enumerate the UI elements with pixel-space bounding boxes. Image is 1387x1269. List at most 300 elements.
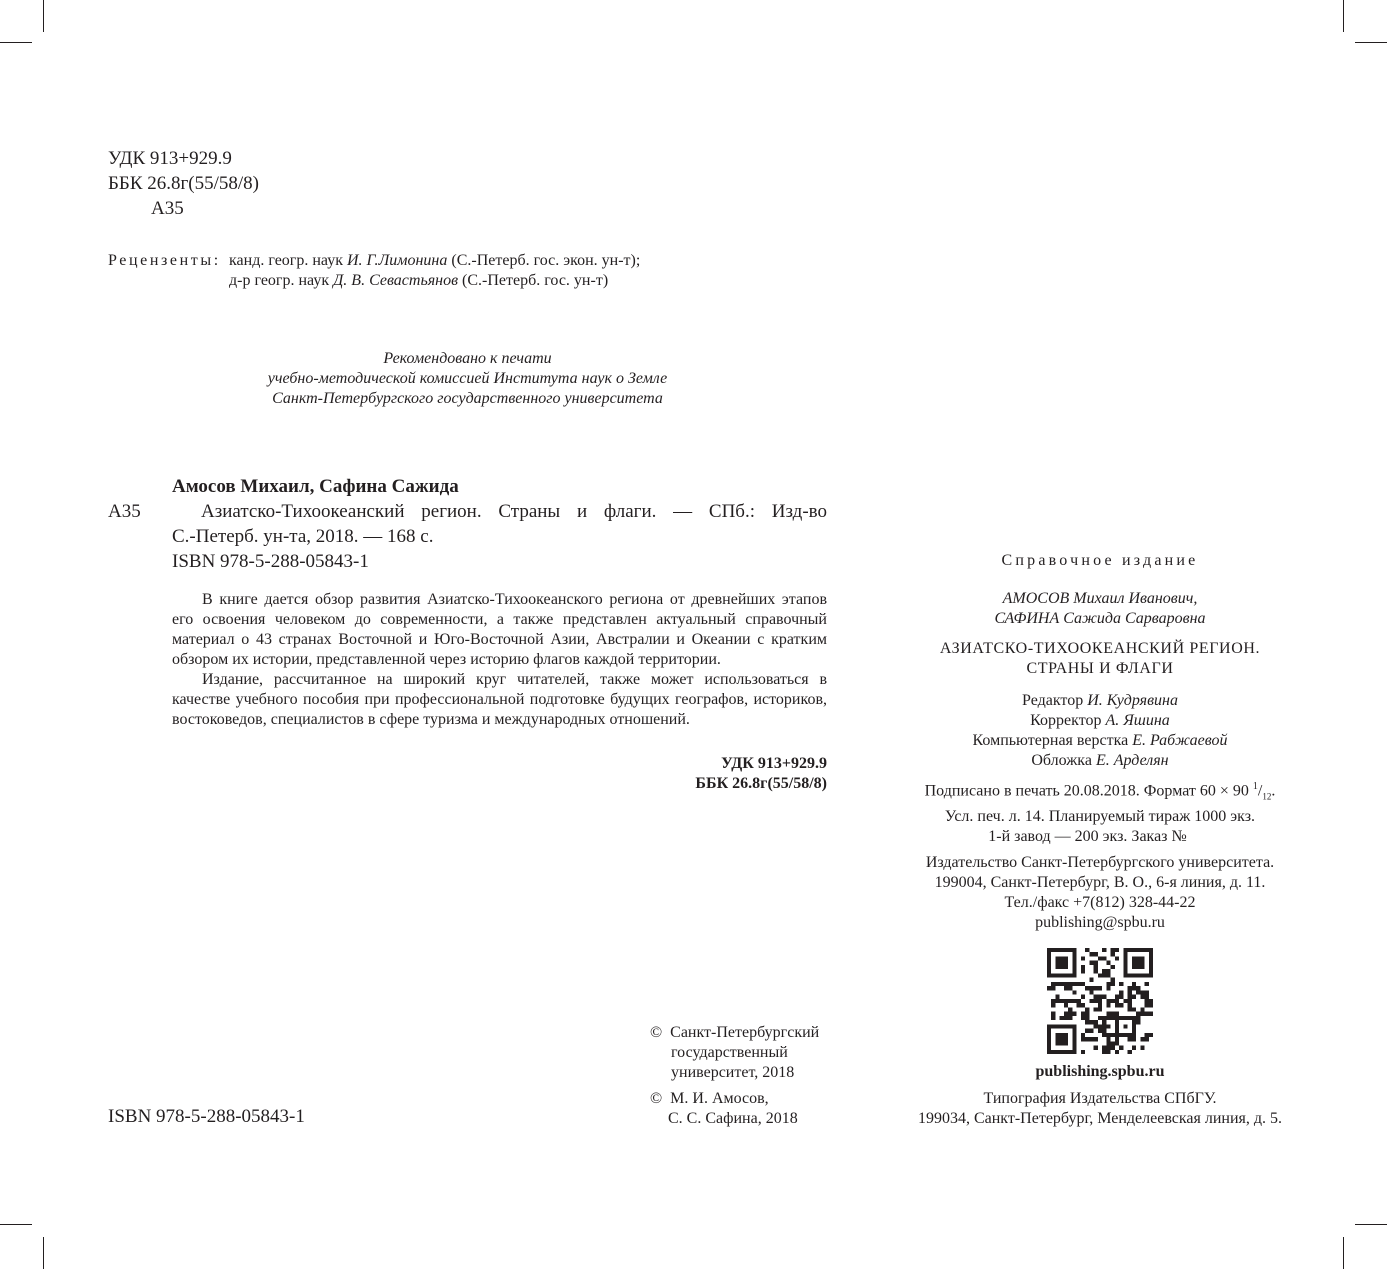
reviewer-2-prefix: д-р геогр. наук xyxy=(229,272,334,289)
qr-module xyxy=(1106,1033,1110,1037)
qr-module xyxy=(1064,1024,1068,1028)
qr-module xyxy=(1055,982,1059,986)
layout-label: Компьютерная верстка xyxy=(972,732,1133,749)
qr-module xyxy=(1140,995,1144,999)
qr-module xyxy=(1072,1050,1076,1054)
qr-module xyxy=(1136,973,1140,977)
qr-module xyxy=(1102,1020,1106,1024)
reviewers-label: Рецензенты: xyxy=(108,252,221,269)
qr-module xyxy=(1149,965,1153,969)
qr-module xyxy=(1098,956,1102,960)
qr-module xyxy=(1047,952,1051,956)
qr-module xyxy=(1123,965,1127,969)
qr-module xyxy=(1102,973,1106,977)
qr-module xyxy=(1145,982,1149,986)
qr-module xyxy=(1068,1050,1072,1054)
qr-module xyxy=(1111,1033,1115,1037)
qr-module xyxy=(1072,1033,1076,1037)
qr-module xyxy=(1119,1003,1123,1007)
qr-module xyxy=(1077,982,1081,986)
qr-module xyxy=(1072,1012,1076,1016)
qr-module xyxy=(1072,961,1076,965)
publication-type: Справочное издание xyxy=(1001,552,1199,569)
crop-mark xyxy=(1355,42,1387,43)
udk-bold: УДК 913+929.9 xyxy=(721,755,827,772)
qr-module xyxy=(1115,1024,1119,1028)
qr-module xyxy=(1128,1003,1132,1007)
qr-caption: publishing.spbu.ru xyxy=(1035,1063,1165,1080)
qr-code xyxy=(1047,948,1153,1054)
qr-module xyxy=(1115,948,1119,952)
signed-text: Подписано в печать 20.08.2018. Формат 60 × 90 xyxy=(924,782,1253,800)
qr-module xyxy=(1064,1003,1068,1007)
qr-module xyxy=(1123,999,1127,1003)
qr-module xyxy=(1055,948,1059,952)
qr-module xyxy=(1094,961,1098,965)
qr-module xyxy=(1068,1024,1072,1028)
qr-module xyxy=(1102,969,1106,973)
qr-module xyxy=(1132,961,1136,965)
qr-module xyxy=(1055,1024,1059,1028)
qr-module xyxy=(1060,1037,1064,1041)
qr-module xyxy=(1064,956,1068,960)
qr-module xyxy=(1115,995,1119,999)
qr-module xyxy=(1111,1046,1115,1050)
qr-module xyxy=(1055,1050,1059,1054)
qr-module xyxy=(1128,986,1132,990)
qr-module xyxy=(1149,956,1153,960)
qr-module xyxy=(1128,1033,1132,1037)
qr-module xyxy=(1051,999,1055,1003)
author-sign: А35 xyxy=(151,198,184,219)
recommendation-line: учебно-методической комиссией Института наук о Земле xyxy=(267,370,668,387)
qr-module xyxy=(1047,1024,1051,1028)
bib-isbn: ISBN 978-5-288-05843-1 xyxy=(172,551,369,572)
qr-module xyxy=(1145,990,1149,994)
qr-module xyxy=(1094,1020,1098,1024)
qr-module xyxy=(1115,1050,1119,1054)
corrector-line xyxy=(900,711,1300,731)
qr-module xyxy=(1132,1029,1136,1033)
qr-module xyxy=(1068,948,1072,952)
qr-module xyxy=(1068,1007,1072,1011)
qr-module xyxy=(1145,995,1149,999)
qr-module xyxy=(1123,952,1127,956)
qr-module xyxy=(1132,1046,1136,1050)
qr-module xyxy=(1051,982,1055,986)
qr-module xyxy=(1094,1046,1098,1050)
crop-mark xyxy=(43,0,44,32)
qr-module xyxy=(1094,965,1098,969)
qr-module xyxy=(1128,1007,1132,1011)
qr-module xyxy=(1060,961,1064,965)
qr-module xyxy=(1102,995,1106,999)
qr-module xyxy=(1136,1020,1140,1024)
qr-module xyxy=(1085,1012,1089,1016)
imprint-block xyxy=(900,551,1300,933)
qr-module xyxy=(1111,948,1115,952)
qr-module xyxy=(1123,1024,1127,1028)
qr-module xyxy=(1128,973,1132,977)
qr-module xyxy=(1047,961,1051,965)
bbk-code: ББК 26.8г(55/58/8) xyxy=(108,173,259,194)
qr-module xyxy=(1115,1020,1119,1024)
qr-module xyxy=(1102,1016,1106,1020)
bbk-bold: ББК 26.8г(55/58/8) xyxy=(695,775,827,792)
qr-module xyxy=(1064,948,1068,952)
qr-module xyxy=(1051,1003,1055,1007)
qr-module xyxy=(1128,999,1132,1003)
qr-module xyxy=(1089,999,1093,1003)
corrector-name: А. Яшина xyxy=(1105,712,1170,729)
qr-module xyxy=(1089,961,1093,965)
qr-module xyxy=(1128,1037,1132,1041)
qr-module xyxy=(1145,1003,1149,1007)
qr-module xyxy=(1068,986,1072,990)
qr-module xyxy=(1102,1050,1106,1054)
qr-module xyxy=(1072,1037,1076,1041)
qr-module xyxy=(1072,982,1076,986)
qr-module xyxy=(1132,982,1136,986)
qr-module xyxy=(1064,999,1068,1003)
fraction-numerator: 1 xyxy=(1252,781,1258,792)
qr-module xyxy=(1111,999,1115,1003)
reviewers-block xyxy=(108,251,808,291)
copyright-line: С. С. Сафина, 2018 xyxy=(668,1110,798,1127)
qr-module xyxy=(1128,1016,1132,1020)
qr-module xyxy=(1115,956,1119,960)
signed-line: Подписано в печать 20.08.2018. Формат 60 × 90 $^1/_{12}$. xyxy=(924,781,1276,802)
copyright-line: © М. И. Амосов, xyxy=(650,1090,769,1107)
qr-module xyxy=(1051,986,1055,990)
qr-module xyxy=(1132,1037,1136,1041)
qr-module xyxy=(1072,1041,1076,1045)
qr-module xyxy=(1106,1037,1110,1041)
qr-module xyxy=(1081,1037,1085,1041)
qr-module xyxy=(1136,1016,1140,1020)
qr-module xyxy=(1145,1012,1149,1016)
qr-module xyxy=(1106,961,1110,965)
qr-module xyxy=(1055,999,1059,1003)
qr-module xyxy=(1119,995,1123,999)
qr-module xyxy=(1068,1012,1072,1016)
qr-module xyxy=(1064,1050,1068,1054)
udk-code: УДК 913+929.9 xyxy=(108,148,232,169)
qr-module xyxy=(1140,961,1144,965)
qr-module xyxy=(1140,1046,1144,1050)
layout-name: Е. Рабжаевой xyxy=(1132,732,1228,749)
qr-module xyxy=(1047,948,1051,952)
qr-module xyxy=(1051,1024,1055,1028)
qr-module xyxy=(1068,973,1072,977)
qr-module xyxy=(1123,956,1127,960)
qr-module xyxy=(1089,986,1093,990)
qr-module xyxy=(1149,952,1153,956)
qr-module xyxy=(1115,1037,1119,1041)
qr-module xyxy=(1055,965,1059,969)
qr-module xyxy=(1064,1012,1068,1016)
qr-module xyxy=(1136,986,1140,990)
qr-module xyxy=(1047,956,1051,960)
qr-module xyxy=(1132,986,1136,990)
copyright-block xyxy=(650,1023,850,1129)
qr-module xyxy=(1098,1024,1102,1028)
publisher-line: Издательство Санкт-Петербургского университета. xyxy=(925,853,1275,871)
qr-module xyxy=(1089,1037,1093,1041)
qr-module xyxy=(1149,1003,1153,1007)
qr-module xyxy=(1051,948,1055,952)
udk-bold-block xyxy=(527,754,827,794)
qr-module xyxy=(1115,1012,1119,1016)
publisher-line: 199004, Санкт-Петербург, В. О., 6-я линия, д. 11. xyxy=(934,873,1266,891)
qr-module xyxy=(1089,990,1093,994)
qr-module xyxy=(1081,969,1085,973)
qr-module xyxy=(1140,973,1144,977)
cover-label: Обложка xyxy=(1031,752,1096,769)
qr-module xyxy=(1132,995,1136,999)
qr-module xyxy=(1115,999,1119,1003)
corrector-label: Корректор xyxy=(1030,712,1106,729)
qr-module xyxy=(1106,1012,1110,1016)
qr-module xyxy=(1047,1037,1051,1041)
qr-module xyxy=(1098,1003,1102,1007)
abstract-paragraph: В книге дается обзор развития Азиатско-Тихоокеанского региона от древнейших этапов его освоения человеком до современности, а также представлен актуальный справочный материал о 43 странах Восточной и Юго-Восточной Азии, Австралии и Океании с кратким обзором их истории, представленной через историю флагов каждой территории. xyxy=(172,591,827,668)
qr-module xyxy=(1102,1046,1106,1050)
qr-module xyxy=(1098,973,1102,977)
qr-module xyxy=(1106,973,1110,977)
crop-mark xyxy=(1343,1237,1344,1269)
run-info: 1-й завод — 200 экз. Заказ № xyxy=(988,827,1187,845)
qr-module xyxy=(1132,965,1136,969)
reviewer-1-suffix: (С.-Петерб. гос. экон. ун-т); xyxy=(447,252,641,269)
qr-module xyxy=(1128,990,1132,994)
qr-module xyxy=(1072,948,1076,952)
qr-module xyxy=(1060,1024,1064,1028)
qr-module xyxy=(1145,1033,1149,1037)
cover-line xyxy=(900,751,1300,771)
qr-module xyxy=(1132,956,1136,960)
qr-module xyxy=(1085,1020,1089,1024)
qr-module xyxy=(1106,1041,1110,1045)
qr-module xyxy=(1128,948,1132,952)
qr-module xyxy=(1140,1037,1144,1041)
qr-module xyxy=(1068,999,1072,1003)
qr-module xyxy=(1047,1033,1051,1037)
qr-module xyxy=(1106,969,1110,973)
qr-module xyxy=(1064,965,1068,969)
editor-line xyxy=(900,691,1300,711)
qr-module xyxy=(1089,1020,1093,1024)
qr-module xyxy=(1145,973,1149,977)
abstract xyxy=(172,590,827,730)
qr-module xyxy=(1085,1007,1089,1011)
qr-module xyxy=(1060,965,1064,969)
print-info: Усл. печ. л. 14. Планируемый тираж 1000 экз. xyxy=(944,807,1256,825)
qr-module xyxy=(1060,948,1064,952)
qr-module xyxy=(1123,1033,1127,1037)
qr-module xyxy=(1064,961,1068,965)
qr-module xyxy=(1068,982,1072,986)
qr-module xyxy=(1064,1033,1068,1037)
qr-module xyxy=(1072,969,1076,973)
qr-module xyxy=(1055,961,1059,965)
qr-module xyxy=(1055,973,1059,977)
qr-module xyxy=(1123,948,1127,952)
qr-module xyxy=(1136,1012,1140,1016)
qr-module xyxy=(1072,973,1076,977)
qr-module xyxy=(1072,1029,1076,1033)
imprint-author: АМОСОВ Михаил Иванович, xyxy=(1002,590,1198,607)
qr-module xyxy=(1047,969,1051,973)
qr-module xyxy=(1094,969,1098,973)
qr-module xyxy=(1123,961,1127,965)
recommendation-line: Рекомендовано к печати xyxy=(383,350,552,367)
publisher-email: publishing@spbu.ru xyxy=(1035,913,1165,931)
qr-module xyxy=(1136,965,1140,969)
qr-module xyxy=(1055,1041,1059,1045)
qr-module xyxy=(1102,956,1106,960)
printing-line: Типография Издательства СПбГУ. xyxy=(983,1090,1217,1107)
crop-mark xyxy=(0,42,32,43)
udk-block xyxy=(108,146,408,221)
qr-module xyxy=(1115,1041,1119,1045)
qr-module xyxy=(1111,1012,1115,1016)
qr-module xyxy=(1064,1037,1068,1041)
qr-module xyxy=(1051,1050,1055,1054)
qr-module xyxy=(1064,1041,1068,1045)
qr-module xyxy=(1060,956,1064,960)
recommendation-block xyxy=(200,349,735,409)
qr-module xyxy=(1132,1033,1136,1037)
qr-module xyxy=(1140,990,1144,994)
qr-module xyxy=(1136,990,1140,994)
qr-module xyxy=(1089,1029,1093,1033)
qr-module xyxy=(1132,973,1136,977)
qr-module xyxy=(1136,961,1140,965)
qr-module xyxy=(1055,1033,1059,1037)
cover-name: Е. Арделян xyxy=(1095,752,1169,769)
qr-module xyxy=(1102,1033,1106,1037)
copyright-line: государственный xyxy=(671,1044,788,1061)
qr-module xyxy=(1111,1016,1115,1020)
qr-module xyxy=(1060,1033,1064,1037)
qr-module xyxy=(1102,1024,1106,1028)
qr-module xyxy=(1081,1012,1085,1016)
qr-module xyxy=(1132,1007,1136,1011)
reviewer-2-name: Д. В. Севастьянов xyxy=(333,272,459,289)
qr-module xyxy=(1132,1016,1136,1020)
qr-module xyxy=(1072,965,1076,969)
qr-module xyxy=(1145,948,1149,952)
qr-module xyxy=(1136,956,1140,960)
qr-module xyxy=(1149,1012,1153,1016)
qr-module xyxy=(1106,1024,1110,1028)
qr-module xyxy=(1081,995,1085,999)
qr-module xyxy=(1047,965,1051,969)
qr-module xyxy=(1145,1037,1149,1041)
qr-module xyxy=(1051,1016,1055,1020)
qr-module xyxy=(1149,973,1153,977)
qr-module xyxy=(1132,1024,1136,1028)
qr-module xyxy=(1085,948,1089,952)
qr-module xyxy=(1106,1003,1110,1007)
qr-module xyxy=(1102,1029,1106,1033)
reviewer-1-name: И. Г.Лимонина xyxy=(346,252,448,269)
bib-title-line-1: Азиатско-Тихоокеанский регион. Страны и флаги. — СПб.: Изд-во xyxy=(201,501,827,522)
qr-module xyxy=(1064,973,1068,977)
editor-label: Редактор xyxy=(1022,692,1088,709)
qr-module xyxy=(1106,982,1110,986)
qr-module xyxy=(1081,956,1085,960)
qr-module xyxy=(1106,1046,1110,1050)
qr-module xyxy=(1098,1007,1102,1011)
copyright-line: университет, 2018 xyxy=(671,1064,795,1081)
qr-module xyxy=(1081,1003,1085,1007)
qr-module xyxy=(1098,995,1102,999)
qr-module xyxy=(1072,952,1076,956)
qr-module xyxy=(1094,952,1098,956)
qr-module xyxy=(1102,948,1106,952)
imprint-title: СТРАНЫ И ФЛАГИ xyxy=(1026,660,1174,677)
qr-module xyxy=(1047,986,1051,990)
crop-mark xyxy=(43,1237,44,1269)
qr-module xyxy=(1098,1029,1102,1033)
recommendation-line: Санкт-Петербургского государственного университета xyxy=(272,390,663,407)
qr-module xyxy=(1094,986,1098,990)
abstract-paragraph: Издание, рассчитанное на широкий круг читателей, также может использоваться в качестве учебного пособия при профессиональной подготовке будущих географов, историков, востоковедов, специалистов в сфере туризма и международных отношений. xyxy=(172,671,827,728)
qr-module xyxy=(1085,1037,1089,1041)
qr-module xyxy=(1106,999,1110,1003)
qr-module xyxy=(1047,973,1051,977)
qr-module xyxy=(1060,1050,1064,1054)
qr-module xyxy=(1060,999,1064,1003)
qr-module xyxy=(1089,978,1093,982)
bib-authors: Амосов Михаил, Сафина Сажида xyxy=(172,476,459,497)
qr-module xyxy=(1047,1041,1051,1045)
fraction-denominator: 12 xyxy=(1262,791,1272,802)
qr-module xyxy=(1098,999,1102,1003)
qr-module xyxy=(1094,1007,1098,1011)
qr-module xyxy=(1077,1003,1081,1007)
qr-module xyxy=(1060,982,1064,986)
qr-module xyxy=(1064,986,1068,990)
qr-module xyxy=(1085,1016,1089,1020)
qr-module xyxy=(1106,1016,1110,1020)
copyright-line: © Санкт-Петербургский xyxy=(650,1024,820,1041)
qr-module xyxy=(1106,1050,1110,1054)
signed-end: . xyxy=(1271,782,1276,800)
qr-module xyxy=(1132,948,1136,952)
qr-module xyxy=(1119,982,1123,986)
qr-module xyxy=(1051,1012,1055,1016)
qr-module xyxy=(1089,952,1093,956)
qr-module xyxy=(1111,982,1115,986)
qr-module xyxy=(1072,956,1076,960)
qr-module xyxy=(1140,956,1144,960)
imprint-title: АЗИАТСКО-ТИХООКЕАНСКИЙ РЕГИОН. xyxy=(939,640,1261,657)
qr-module xyxy=(1106,986,1110,990)
qr-module xyxy=(1060,1016,1064,1020)
qr-module xyxy=(1115,1003,1119,1007)
publisher-line: Тел./факс +7(812) 328-44-22 xyxy=(1004,893,1196,911)
imprint-author: САФИНА Сажида Сарваровна xyxy=(994,610,1206,627)
qr-module xyxy=(1094,995,1098,999)
qr-module xyxy=(1085,1029,1089,1033)
qr-module xyxy=(1081,1016,1085,1020)
bib-title-line-2: С.-Петерб. ун-та, 2018. — 168 с. xyxy=(172,526,434,547)
qr-module xyxy=(1051,973,1055,977)
qr-module xyxy=(1111,965,1115,969)
